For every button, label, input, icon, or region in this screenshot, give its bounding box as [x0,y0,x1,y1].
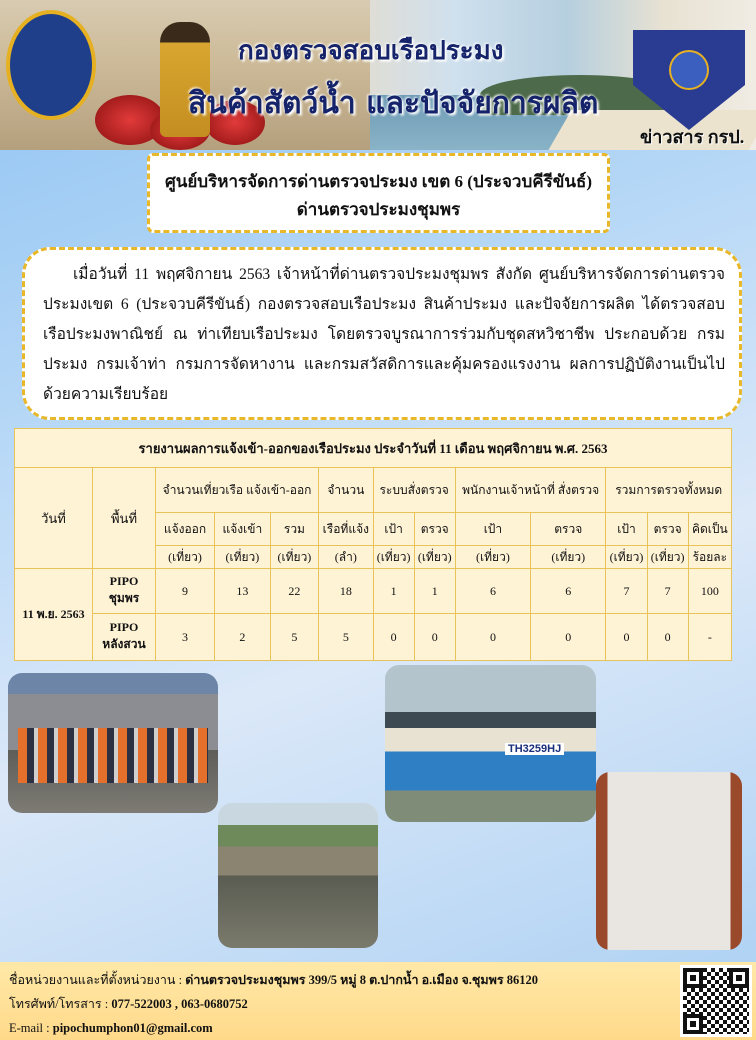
address-label: ชื่อหน่วยงานและที่ตั้งหน่วยงาน : [9,973,183,987]
subheader-cell: แจ้งเข้า [215,513,271,546]
office-title-box [147,153,610,233]
data-cell: 100 [688,569,731,614]
unit-cell: (เที่ยว) [373,546,414,569]
data-cell: - [688,614,731,661]
unit-cell: (เที่ยว) [455,546,530,569]
data-cell: 0 [455,614,530,661]
unit-cell: (เที่ยว) [531,546,606,569]
row-area: PIPO ชุมพร [93,569,156,614]
unit-cell: ร้อยละ [688,546,731,569]
data-cell: 6 [531,569,606,614]
news-paragraph: เมื่อวันที่ 11 พฤศจิกายน 2563 เจ้าหน้าที่ด่านตรวจประมงชุมพร สังกัด ศูนย์บริหารจัดการด่านตรวจประมงเขต 6 (ประจวบคีรีขันธ์) กองตรวจสอบเรือประมง สินค้าประมง และปัจจัยการผลิต ได้ตรวจสอบเรือประมงพาณิชย์ ณ ท่าเทียบเรือประมง โดยตรวจบูรณาการร่วมกับชุดสหวิชาชีพ ประกอบด้วย กรมประมง กรมเจ้าท่า กรมการจัดหางาน และกรมสวัสดิการและคุ้มครองแรงงาน ผลการปฏิบัติงานเป็นไปด้วยความเรียบร้อย [22,247,742,420]
row-area: PIPO หลังสวน [93,614,156,661]
subheader-cell: คิดเป็น [688,513,731,546]
fish-hold-ice-photo [596,772,742,950]
office-title-line2: ด่านตรวจประมงชุมพร [296,200,461,219]
office-title-line1: ศูนย์บริหารจัดการด่านตรวจประมง เขต 6 (ประจวบคีรีขันธ์) [164,172,593,191]
banner-title-line2: สินค้าสัตว์น้ำ และปัจจัยการผลิต [188,86,599,121]
header-count: จำนวน [319,468,373,513]
header-officer: พนักงานเจ้าหน้าที่ สั่งตรวจ [455,468,606,513]
subheader-cell: เป้า [455,513,530,546]
data-cell: 0 [647,614,688,661]
data-cell: 18 [319,569,373,614]
data-cell: 7 [647,569,688,614]
data-cell: 13 [215,569,271,614]
data-cell: 7 [606,569,647,614]
header-area: พื้นที่ [93,468,156,569]
data-cell: 5 [270,614,318,661]
report-table [14,428,732,661]
boat-deck-photo [218,803,378,948]
data-cell: 5 [319,614,373,661]
data-cell: 0 [414,614,455,661]
subheader-cell: รวม [270,513,318,546]
subheader-cell: เป้า [606,513,647,546]
data-cell: 2 [215,614,271,661]
subheader-cell: ตรวจ [414,513,455,546]
data-cell: 9 [156,569,215,614]
row-date: 11 พ.ย. 2563 [15,569,93,661]
unit-cell: (เที่ยว) [414,546,455,569]
table-title: รายงานผลการแจ้งเข้า-ออกของเรือประมง ประจำวันที่ 11 เดือน พฤศจิกายน พ.ศ. 2563 [15,429,732,468]
unit-cell: (เที่ยว) [606,546,647,569]
banner-title-line1: กองตรวจสอบเรือประมง [238,36,504,66]
data-cell: 1 [373,569,414,614]
unit-cell: (เที่ยว) [647,546,688,569]
subheader-cell: ตรวจ [647,513,688,546]
subheader-cell: เรือที่แจ้ง [319,513,373,546]
boat-registration: TH3259HJ [505,743,564,755]
data-cell: 1 [414,569,455,614]
data-cell: 22 [270,569,318,614]
data-cell: 0 [606,614,647,661]
header-date: วันที่ [15,468,93,569]
header-banner [0,0,756,150]
subheader-cell: ตรวจ [531,513,606,546]
subheader-cell: เป้า [373,513,414,546]
phone-label: โทรศัพท์/โทรสาร : [9,997,109,1011]
unit-cell: (ลำ) [319,546,373,569]
unit-cell: (เที่ยว) [156,546,215,569]
fishing-boat-photo [385,665,596,822]
header-system: ระบบสั่งตรวจ [373,468,455,513]
inspection-team-photo [8,673,218,813]
data-cell: 0 [373,614,414,661]
address: ด่านตรวจประมงชุมพร 399/5 หมู่ 8 ต.ปากน้ำ อ.เมือง จ.ชุมพร 86120 [185,973,538,987]
qr-code[interactable] [680,965,752,1037]
email: pipochumphon01@gmail.com [52,1021,213,1035]
email-label: E-mail : [9,1021,50,1035]
data-cell: 6 [455,569,530,614]
unit-cell: (เที่ยว) [215,546,271,569]
header-total: รวมการตรวจทั้งหมด [606,468,732,513]
data-cell: 0 [531,614,606,661]
department-of-fisheries-seal-logo [6,10,96,120]
unit-cell: (เที่ยว) [270,546,318,569]
header-trips: จำนวนเที่ยวเรือ แจ้งเข้า-ออก [156,468,319,513]
subheader-cell: แจ้งออก [156,513,215,546]
contact-footer [0,962,756,1040]
phone: 077-522003 , 063-0680752 [111,997,248,1011]
data-cell: 3 [156,614,215,661]
news-label: ข่าวสาร กรป. [640,127,745,147]
